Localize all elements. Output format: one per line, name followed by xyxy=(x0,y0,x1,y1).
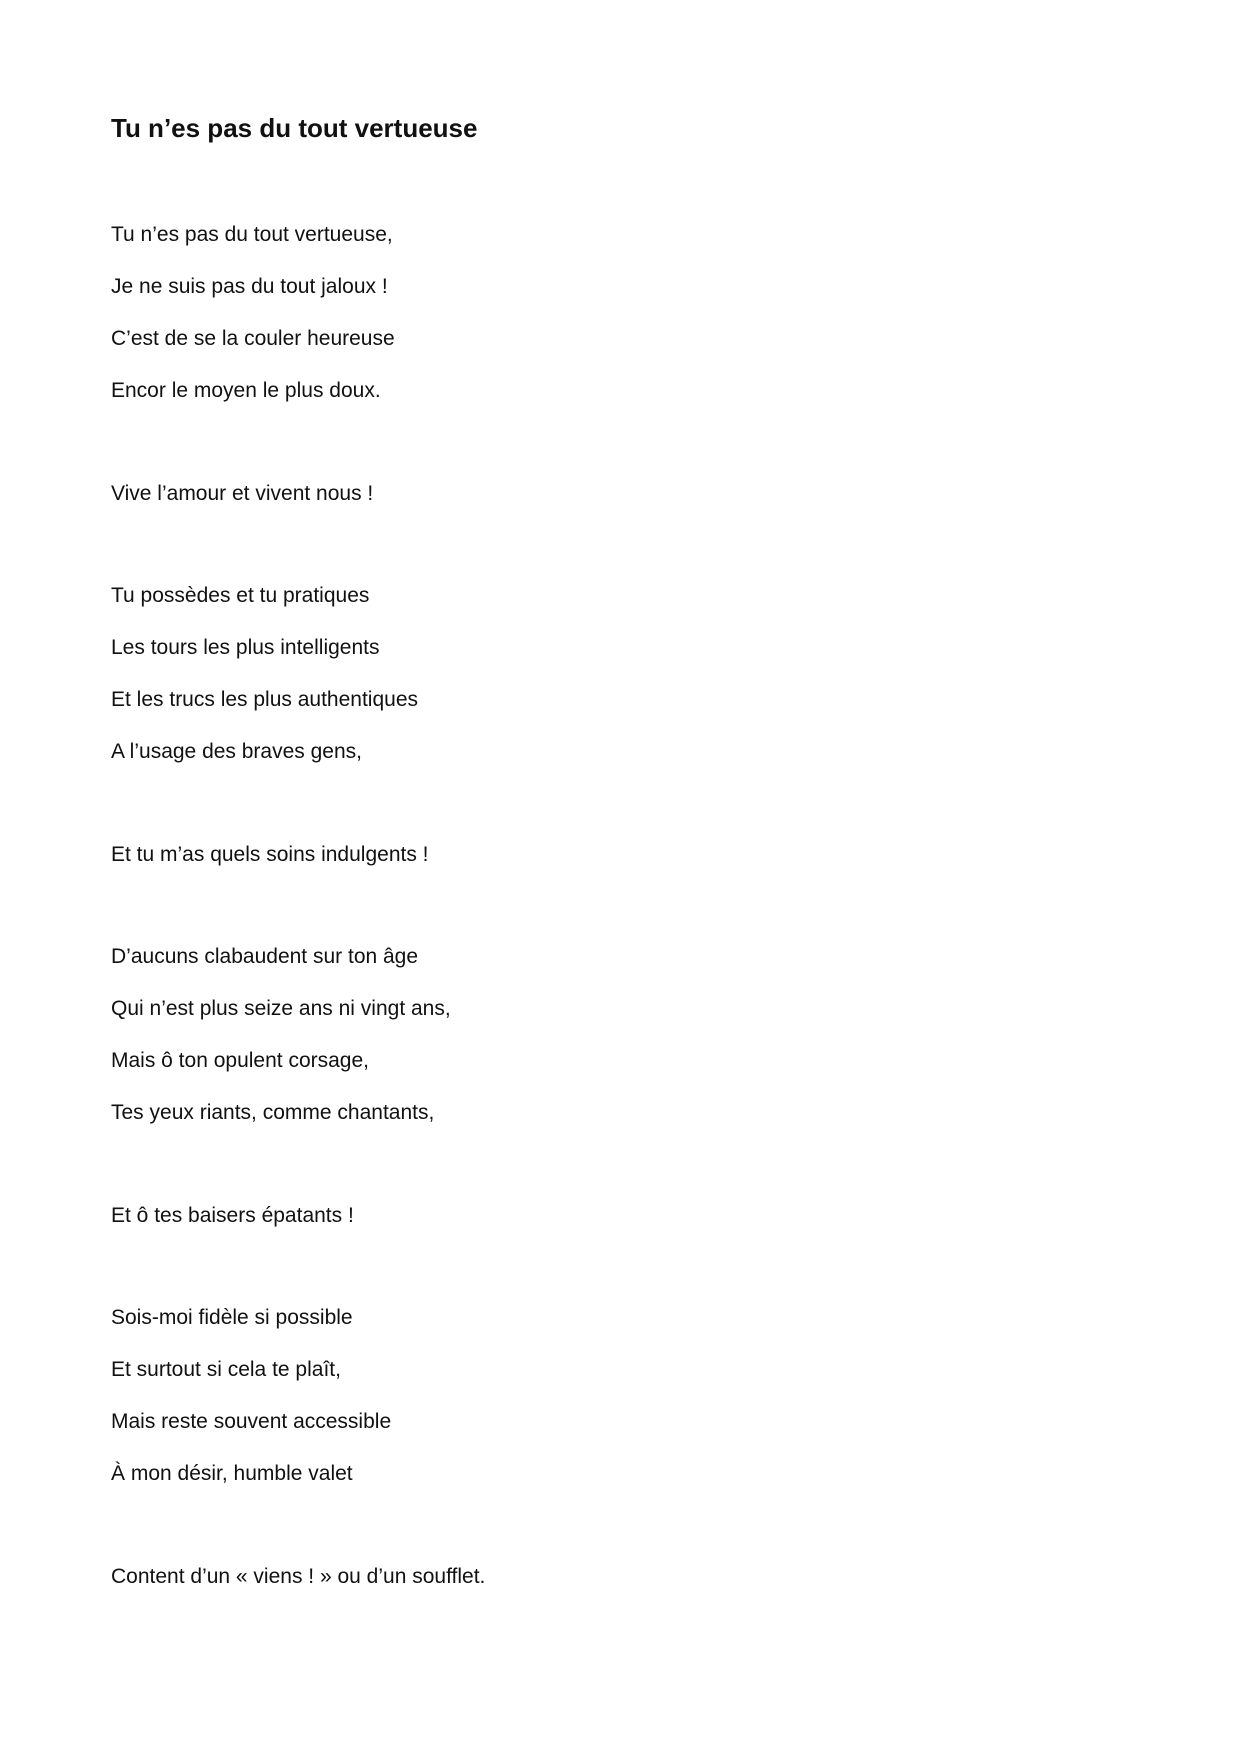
poem-line: Mais ô ton opulent corsage, xyxy=(111,1049,369,1072)
poem-line: Tu possèdes et tu pratiques xyxy=(111,584,370,607)
poem-line: A l’usage des braves gens, xyxy=(111,740,362,763)
poem-line: Et surtout si cela te plaît, xyxy=(111,1358,341,1381)
poem-line: Mais reste souvent accessible xyxy=(111,1410,392,1433)
poem-line: Encor le moyen le plus doux. xyxy=(111,379,381,402)
poem-line: Content d’un « viens ! » ou d’un soufflet. xyxy=(111,1565,486,1588)
poem-line: Les tours les plus intelligents xyxy=(111,636,380,659)
poem-line: Tu n’es pas du tout vertueuse, xyxy=(111,223,393,246)
poem-line: Sois-moi fidèle si possible xyxy=(111,1306,353,1329)
poem-line: Tes yeux riants, comme chantants, xyxy=(111,1101,435,1124)
poem-line: À mon désir, humble valet xyxy=(111,1462,353,1485)
poem-line: Et tu m’as quels soins indulgents ! xyxy=(111,843,429,866)
poem-line: Qui n’est plus seize ans ni vingt ans, xyxy=(111,997,451,1020)
poem-line: Je ne suis pas du tout jaloux ! xyxy=(111,275,388,298)
poem-line: C’est de se la couler heureuse xyxy=(111,327,395,350)
poem-line: Et ô tes baisers épatants ! xyxy=(111,1204,354,1227)
poem-line: Vive l’amour et vivent nous ! xyxy=(111,482,374,505)
poem-line: Et les trucs les plus authentiques xyxy=(111,688,419,711)
poem-title: Tu n’es pas du tout vertueuse xyxy=(111,113,478,143)
poem-line: D’aucuns clabaudent sur ton âge xyxy=(111,945,419,968)
